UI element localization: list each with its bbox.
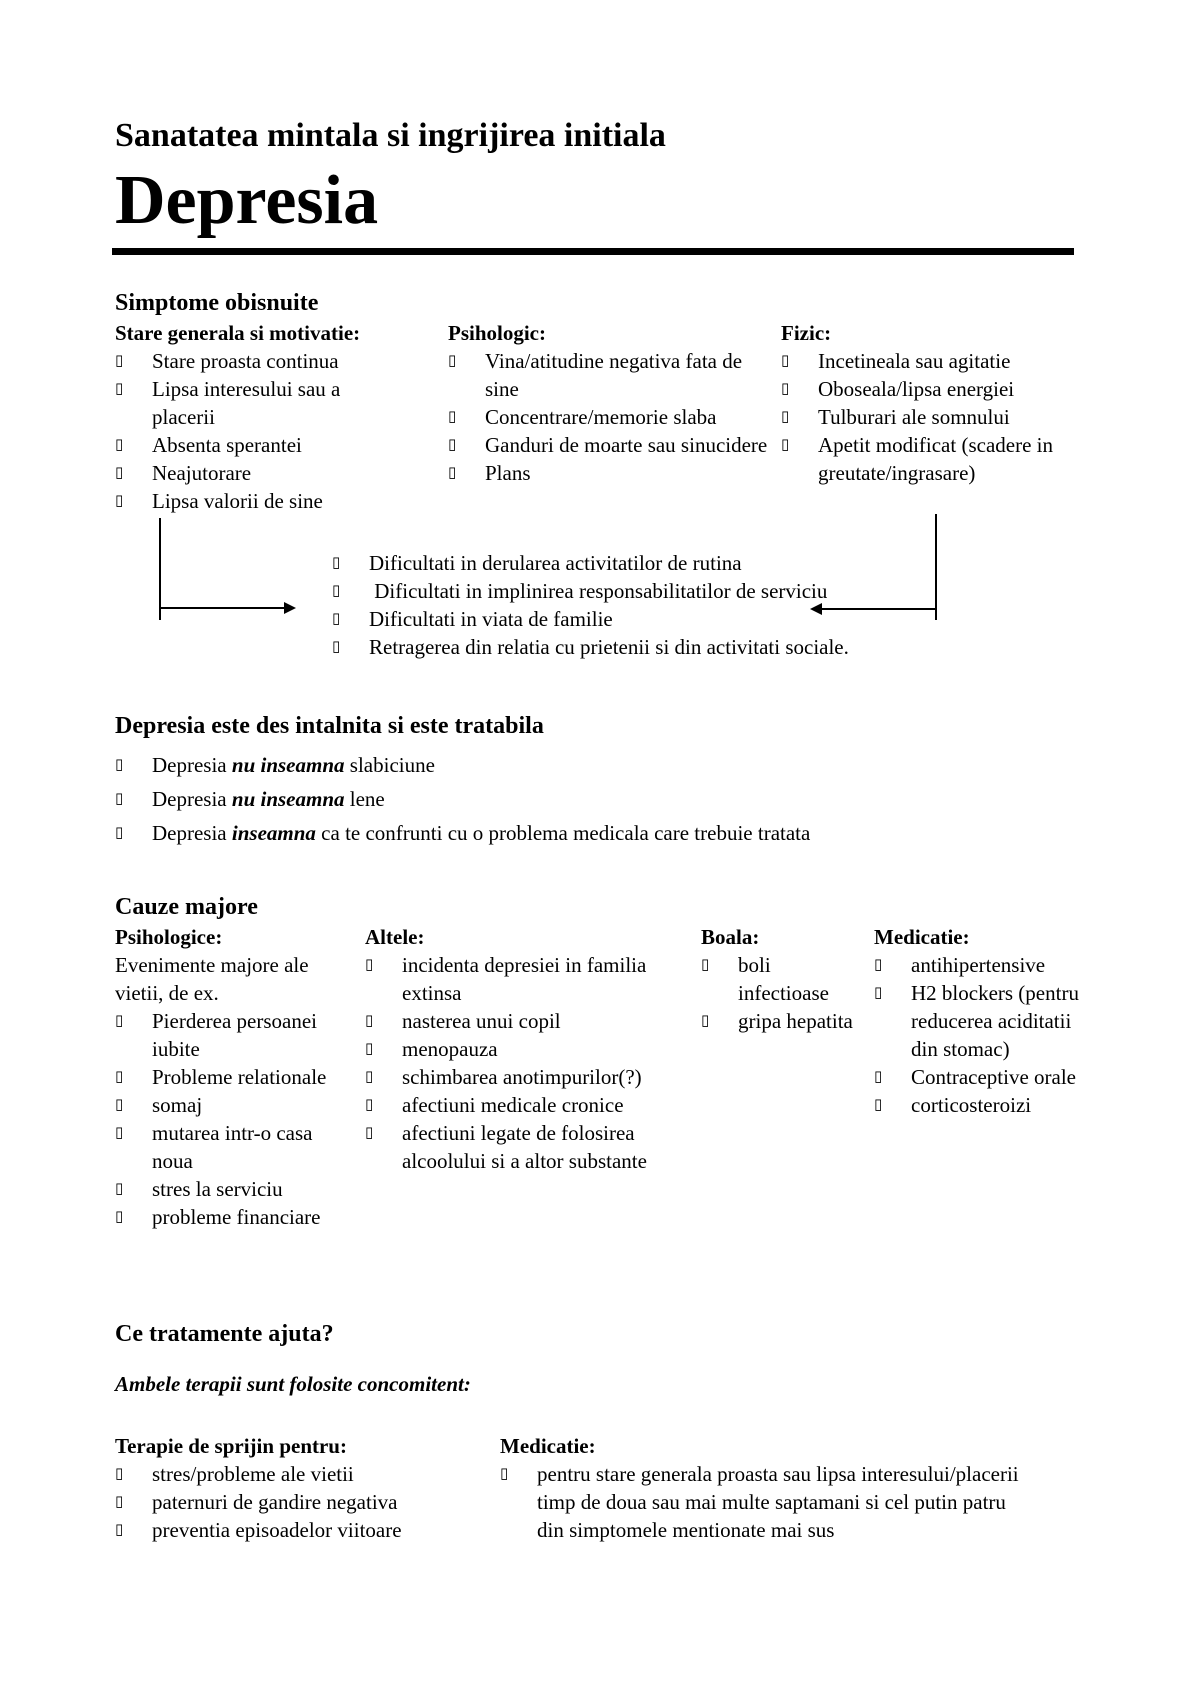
causes-col-other-heading: Altele: xyxy=(365,925,425,949)
list-item: ▯ Lipsa valorii de sine xyxy=(115,487,405,515)
list-item: ▯ stres/probleme ale vietii xyxy=(115,1460,485,1488)
text-part: slabiciune xyxy=(344,753,435,777)
list-item: ▯ afectiuni medicale cronice xyxy=(365,1091,685,1119)
symptoms-col-physical-heading: Fizic: xyxy=(781,321,832,345)
left-connector-arrow xyxy=(160,518,288,620)
list-item: ▯ Concentrare/memorie slaba xyxy=(448,403,768,431)
treatment-heading: Ce tratamente ajuta? xyxy=(115,1321,334,1347)
list-item: ▯ afectiuni legate de folosirea alcoolului si a altor substante xyxy=(365,1119,685,1175)
list-item: ▯ Tulburari ale somnului xyxy=(781,403,1096,431)
emphasis-text: nu inseamna xyxy=(231,787,345,811)
text-part: Depresia xyxy=(152,821,232,845)
list-item: ▯ schimbarea anotimpurilor(?) xyxy=(365,1063,685,1091)
treatment-support xyxy=(115,1432,485,1544)
treatment-support-heading: Terapie de sprijin pentru: xyxy=(115,1434,347,1458)
text-part: lene xyxy=(344,787,385,811)
causes-col-medication-heading: Medicatie: xyxy=(874,925,970,949)
list-item: ▯ Plans xyxy=(448,459,768,487)
list-item: ▯ Contraceptive orale xyxy=(874,1063,1099,1091)
text-part: Depresia xyxy=(152,753,232,777)
list-item: ▯ stres la serviciu xyxy=(115,1175,350,1203)
list-item: ▯ Neajutorare xyxy=(115,459,405,487)
list-item xyxy=(115,816,1115,850)
list-item: ▯ menopauza xyxy=(365,1035,685,1063)
emphasis-text: nu inseamna xyxy=(231,753,345,777)
list-item: ▯ Dificultati in implinirea responsabilitatilor de serviciu xyxy=(332,577,1032,605)
symptoms-col-psychological-heading: Psihologic: xyxy=(448,321,546,345)
causes-heading: Cauze majore xyxy=(115,894,258,920)
causes-col-psychological xyxy=(115,923,350,1231)
list-item: ▯ Apetit modificat (scadere in greutate/ingrasare) xyxy=(781,431,1096,487)
list-item: ▯ boli infectioase xyxy=(701,951,856,1007)
list-item xyxy=(115,782,1115,816)
list-item xyxy=(115,748,1115,782)
list-item: ▯ Oboseala/lipsa energiei xyxy=(781,375,1096,403)
list-item: ▯ gripa hepatita xyxy=(701,1007,856,1035)
causes-col-psychological-heading: Psihologice: xyxy=(115,925,223,949)
right-connector-arrow xyxy=(818,514,936,620)
document-subtitle: Sanatatea mintala si ingrijirea initiala xyxy=(115,117,666,154)
list-item: ▯ nasterea unui copil xyxy=(365,1007,685,1035)
list-item: ▯ Stare proasta continua xyxy=(115,347,405,375)
list-item: ▯ somaj xyxy=(115,1091,350,1119)
left-arrowhead xyxy=(284,602,296,614)
list-item: ▯ H2 blockers (pentru reducerea aciditatii din stomac) xyxy=(874,979,1099,1063)
causes-col-medication xyxy=(874,923,1099,1119)
list-item: ▯ incidenta depresiei in familia extinsa xyxy=(365,951,685,1007)
list-item: ▯ Vina/atitudine negativa fata de sine xyxy=(448,347,768,403)
list-item: ▯ Dificultati in viata de familie xyxy=(332,605,1032,633)
list-item: ▯ probleme financiare xyxy=(115,1203,350,1231)
list-item: ▯ Probleme relationale xyxy=(115,1063,350,1091)
symptoms-heading: Simptome obisnuite xyxy=(115,290,319,316)
emphasis-text: inseamna xyxy=(231,821,316,845)
symptoms-col-general-heading: Stare generala si motivatie: xyxy=(115,321,361,345)
list-item: ▯ corticosteroizi xyxy=(874,1091,1099,1119)
list-item: ▯ paternuri de gandire negativa xyxy=(115,1488,485,1516)
list-item: ▯ pentru stare generala proasta sau lipsa interesului/placerii timp de doua sau mai multe saptamani si cel putin patru din simptomele mentionate mai sus xyxy=(500,1460,1020,1544)
treatable-heading: Depresia este des intalnita si este tratabila xyxy=(115,713,544,739)
list-item: ▯ preventia episoadelor viitoare xyxy=(115,1516,485,1544)
list-item: ▯ Ganduri de moarte sau sinucidere xyxy=(448,431,768,459)
treatment-medication xyxy=(500,1432,1020,1544)
text-part: Depresia xyxy=(152,787,232,811)
list-item: ▯ mutarea intr-o casa noua xyxy=(115,1119,350,1175)
treatable-list xyxy=(115,748,1115,850)
treatment-medication-heading: Medicatie: xyxy=(500,1434,596,1458)
causes-intro: Evenimente majore ale vietii, de ex. xyxy=(115,953,309,1005)
list-item: ▯ Retragerea din relatia cu prietenii si din activitati sociale. xyxy=(332,633,1032,661)
list-item: ▯ Incetineala sau agitatie xyxy=(781,347,1096,375)
causes-col-other xyxy=(365,923,685,1175)
list-item: ▯ antihipertensive xyxy=(874,951,1099,979)
document-title: Depresia xyxy=(115,162,379,239)
list-item: ▯ Pierderea persoanei iubite xyxy=(115,1007,350,1063)
list-item: ▯ Lipsa interesului sau a placerii xyxy=(115,375,405,431)
causes-col-illness-heading: Boala: xyxy=(701,925,760,949)
treatment-note: Ambele terapii sunt folosite concomitent: xyxy=(115,1372,471,1396)
right-arrowhead xyxy=(810,603,822,615)
list-item: ▯ Absenta sperantei xyxy=(115,431,405,459)
list-item: ▯ Dificultati in derularea activitatilor de rutina xyxy=(332,549,1032,577)
causes-col-illness xyxy=(701,923,856,1035)
text-part: ca te confrunti cu o problema medicala care trebuie tratata xyxy=(315,821,811,845)
